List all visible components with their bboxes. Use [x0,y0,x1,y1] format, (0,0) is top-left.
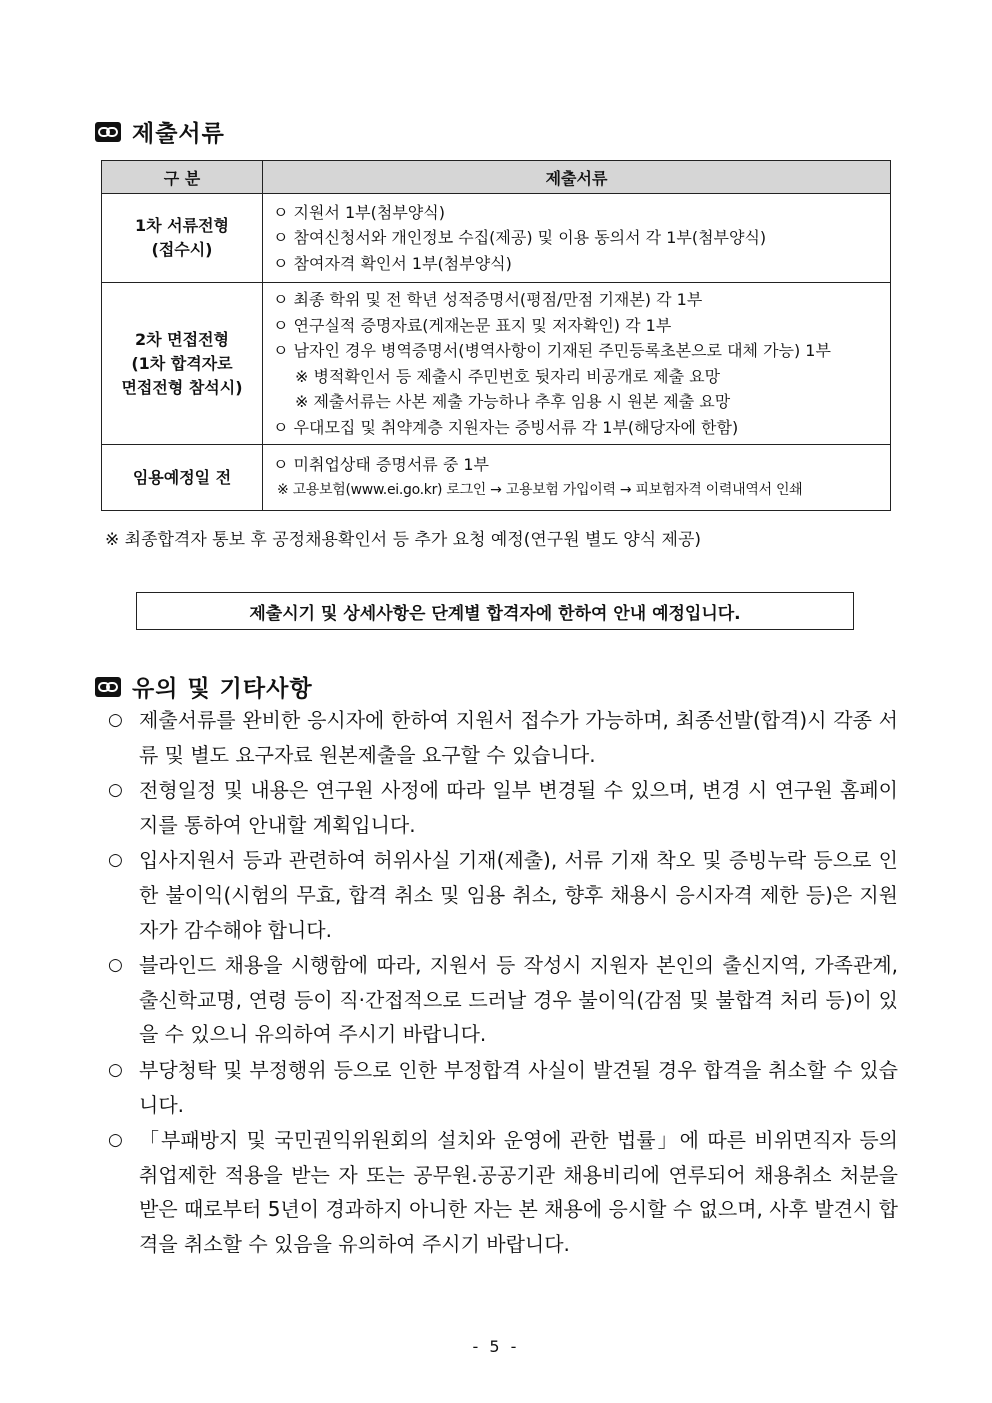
category-line: 임용예정일 전 [132,467,232,487]
list-item [108,843,898,947]
category-line: 2차 면접전형 [135,329,229,349]
list-item-text: 부당청탁 및 부정행위 등으로 인한 부정합격 사실이 발견될 경우 합격을 취소할 수 있습니다. [139,1057,898,1117]
notes-list [108,703,898,1263]
bullet-icon: ○ [108,1130,123,1151]
table-row [102,283,891,445]
bullet-icon: ○ [108,850,123,871]
link-icon [94,121,122,143]
section-title-text: 제출서류 [132,121,225,147]
row-category [102,445,263,511]
bullet-icon: ○ [108,1059,123,1080]
link-icon [94,676,122,698]
list-item [108,1123,898,1261]
row-category [102,283,263,445]
bullet-icon: ○ [108,710,123,730]
document-item: ㅇ 최종 학위 및 전 학년 성적증명서(평점/만점 기재본) 각 1부 [273,290,703,309]
section-title-notes [94,670,313,703]
document-sub-note: ※ 제출서류는 사본 제출 가능하나 추후 임용 시 원본 제출 요망 [295,392,731,411]
notice-box [136,592,854,630]
list-item [108,948,898,1052]
category-line: (접수시) [151,240,213,259]
header-documents: 제출서류 [263,161,891,194]
list-item-text: 제출서류를 완비한 응시자에 한하여 지원서 접수가 가능하며, 최종선발(합격)시 각종 서류 및 별도 요구자료 원본제출을 요구할 수 있습니다. [139,708,898,767]
row-documents [263,283,891,445]
document-item: ㅇ 참여신청서와 개인정보 수집(제공) 및 이용 동의서 각 1부(첨부양식) [273,228,767,248]
document-item: ㅇ 남자인 경우 병역증명서(병역사항이 기재된 주민등록초본으로 대체 가능) 1부 [273,341,831,360]
list-item [108,773,898,842]
list-item-text: 「부패방지 및 국민권익위원회의 설치와 운영에 관한 법률」에 따른 비위면직자 등의 취업제한 적용을 받는 자 또는 공무원.공공기관 채용비리에 연루되어 채용취소 처분을 받은 때로부터 5년이 경과하지 아니한 자는 본 채용에 응시할 수 없으며, 사후 발견시 합격을 취소할 수 있음을 유의하여 주시기 바랍니다. [139,1128,898,1256]
row-category [102,194,263,283]
row-documents [263,194,891,283]
bullet-icon: ○ [108,780,123,801]
category-line: 면접전형 참석시) [121,377,243,397]
category-line: 1차 서류전형 [135,216,229,235]
list-item-text: 입사지원서 등과 관련하여 허위사실 기재(제출), 서류 기재 착오 및 증빙누락 등으로 인한 불이익(시험의 무효, 합격 취소 및 임용 취소, 향후 채용시 응시자격 제한 등)은 지원자가 감수해야 합니다. [139,848,898,942]
document-item: ㅇ 지원서 1부(첨부양식) [273,202,445,222]
document-sub-note: ※ 고용보험(www.ei.go.kr) 로그인 → 고용보험 가입이력 → 피보험자격 이력내역서 인쇄 [277,481,803,498]
document-item: ㅇ 우대모집 및 취약계층 지원자는 증빙서류 각 1부(해당자에 한함) [273,417,739,437]
header-category: 구 분 [102,161,263,194]
list-item-text: 전형일정 및 내용은 연구원 사정에 따라 일부 변경될 수 있으며, 변경 시 연구원 홈페이지를 통하여 안내할 계획입니다. [139,778,898,837]
document-item: ㅇ 연구실적 증명자료(게재논문 표지 및 저자확인) 각 1부 [273,315,672,335]
document-item: ㅇ 참여자격 확인서 1부(첨부양식) [273,253,512,273]
documents-table [101,160,891,511]
list-item [108,1053,898,1122]
table-row [102,194,891,283]
bullet-icon: ○ [108,955,123,976]
document-item: ㅇ 미취업상태 증명서류 중 1부 [273,455,489,474]
section-title-text: 유의 및 기타사항 [132,676,313,702]
document-sub-note: ※ 병적확인서 등 제출시 주민번호 뒷자리 비공개로 제출 요망 [295,366,721,386]
row-documents [263,445,891,511]
after-table-note: ※ 최종합격자 통보 후 공정채용확인서 등 추가 요청 예정(연구원 별도 양식 제공) [105,530,702,550]
table-row [102,445,891,511]
section-title-documents [94,115,225,148]
table-header-row [102,161,891,194]
category-line: (1차 합격자로 [131,353,233,373]
list-item [108,703,898,772]
notice-text: 제출시기 및 상세사항은 단계별 합격자에 한하여 안내 예정입니다. [249,603,741,624]
list-item-text: 블라인드 채용을 시행함에 따라, 지원서 등 작성시 지원자 본인의 출신지역, 가족관계, 출신학교명, 연령 등이 직·간접적으로 드러날 경우 불이익(감점 및 불합격 처리 등)이 있을 수 있으니 유의하여 주시기 바랍니다. [139,953,898,1047]
page-number: - 5 - [472,1337,520,1356]
